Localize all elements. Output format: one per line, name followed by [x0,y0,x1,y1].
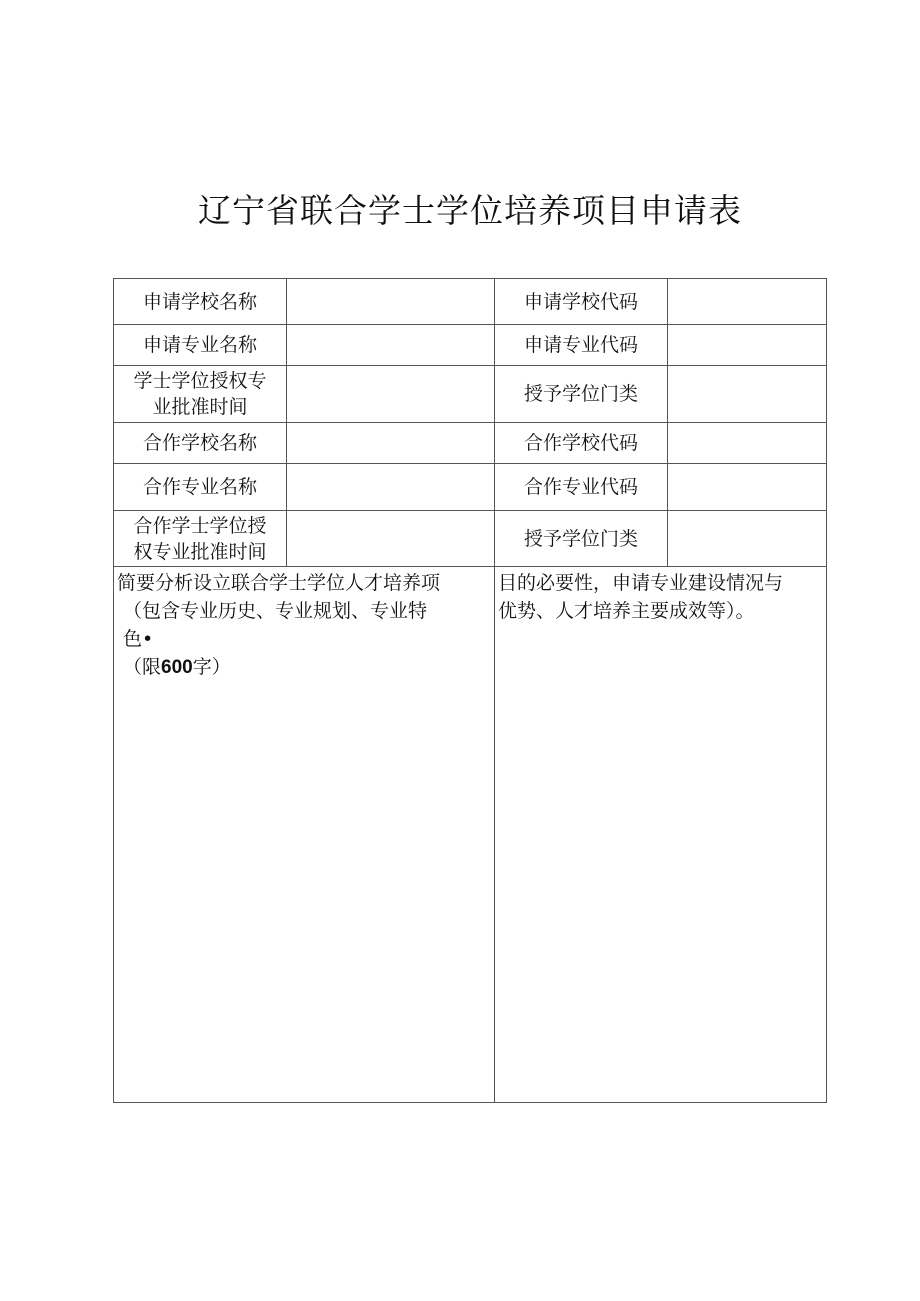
applicant-school-code-label: 申请学校代码 [495,279,668,325]
partner-major-code-field[interactable] [668,464,827,511]
label-line: 合作学士学位授 [133,514,267,537]
description-instruction-line: 目的必要性，申请专业建设情况与 [498,572,784,594]
description-instruction-line: 优势、人才培养主要成效等）。 [498,600,755,622]
partner-major-name-field[interactable] [287,464,495,511]
applicant-school-name-label: 申请学校名称 [114,279,287,325]
word-limit-note [117,653,490,682]
application-form-table [113,278,827,1103]
word-limit-prefix: （限 [123,656,162,678]
description-right-area[interactable] [495,567,827,1103]
degree-authorization-time-field[interactable] [287,366,495,423]
description-left-area[interactable] [114,567,495,1103]
applicant-school-name-field[interactable] [287,279,495,325]
partner-major-name-label: 合作专业名称 [114,464,287,511]
partner-school-code-label: 合作学校代码 [495,423,668,464]
description-instruction-line: 简要分析设立联合学士学位人才培养项 [117,572,441,594]
partner-school-code-field[interactable] [668,423,827,464]
table-row [114,325,827,366]
word-limit-number: 600 [161,657,193,678]
table-row [114,464,827,511]
applicant-major-name-field[interactable] [287,325,495,366]
word-limit-suffix: 字） [192,656,231,678]
applicant-school-code-field[interactable] [668,279,827,325]
partner-school-name-field[interactable] [287,423,495,464]
page-title: 辽宁省联合学士学位培养项目申请表 [198,191,742,230]
description-instruction-line: 色• [123,628,154,650]
description-instruction-line: （包含专业历史、专业规划、专业特 [123,600,428,622]
degree-category-label: 授予学位门类 [495,366,668,423]
table-row [114,366,827,423]
degree-category-field[interactable] [668,366,827,423]
partner-degree-authorization-time-label [114,511,287,567]
partner-school-name-label: 合作学校名称 [114,423,287,464]
partner-degree-category-field[interactable] [668,511,827,567]
partner-degree-authorization-time-field[interactable] [287,511,495,567]
partner-degree-category-label: 授予学位门类 [495,511,668,567]
table-row [114,511,827,567]
applicant-major-code-label: 申请专业代码 [495,325,668,366]
table-row [114,567,827,1103]
label-line: 学士学位授权专 [133,370,267,392]
label-line: 业批准时间 [152,396,248,418]
applicant-major-code-field[interactable] [668,325,827,366]
table-row [114,279,827,325]
partner-major-code-label: 合作专业代码 [495,464,668,511]
applicant-major-name-label: 申请专业名称 [114,325,287,366]
table-row [114,423,827,464]
label-line: 权专业批准时间 [133,540,267,563]
degree-authorization-time-label [114,366,287,423]
